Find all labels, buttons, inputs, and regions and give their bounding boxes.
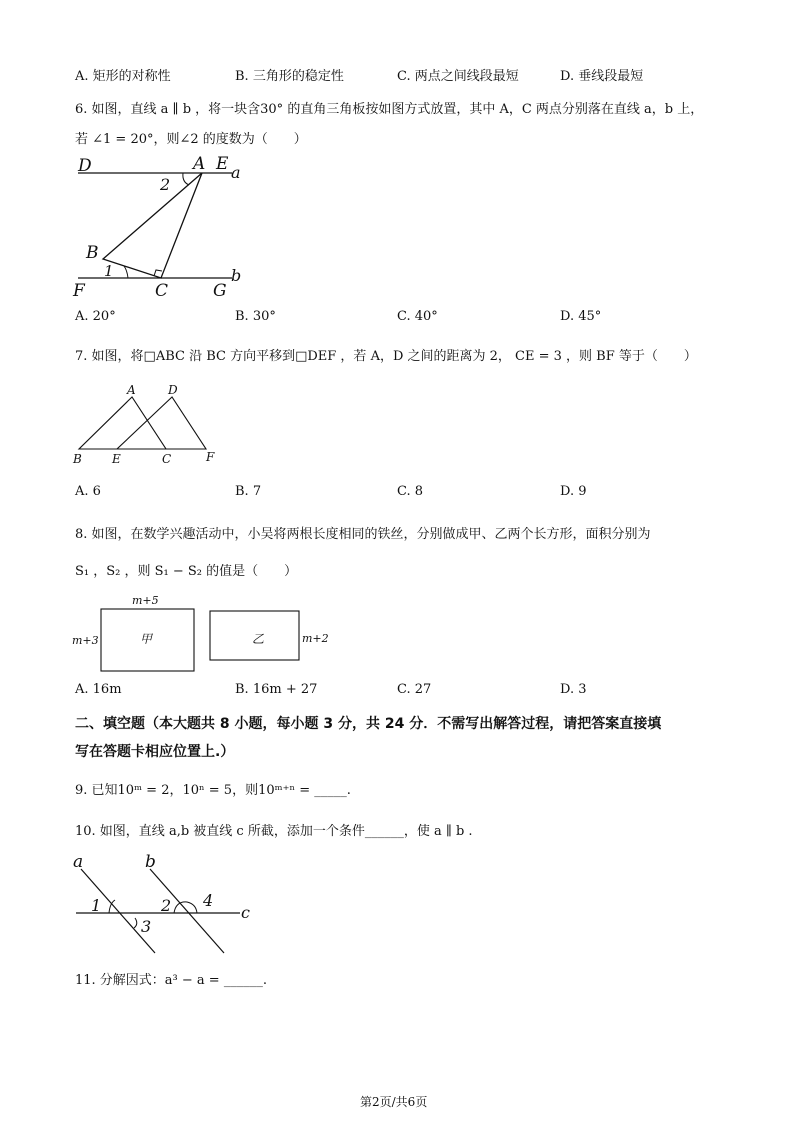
q10-angle24-arc (174, 902, 197, 913)
q6-label-D: D (78, 156, 92, 176)
q6-label-C: C (155, 281, 169, 301)
q6-stem-line2: 若 ∠1 = 20°，则∠2 的度数为（ ） (75, 132, 307, 147)
q5-option-a: A. 矩形的对称性 (75, 69, 171, 84)
q6-label-a: a (231, 163, 241, 182)
q6-label-G: G (213, 281, 227, 301)
q10-label-c: c (241, 903, 250, 922)
q6-option-b: B. 30° (235, 309, 276, 324)
q6-label-2: 2 (160, 175, 171, 194)
q10-label-b: b (145, 852, 156, 872)
q6-stem-line1: 6. 如图，直线 a ∥ b ，将一块含30° 的直角三角板按如图方式放置，其中 A，C 两点分别落在直线 a，b 上， (75, 102, 704, 117)
q8-option-b: B. 16m + 27 (235, 682, 318, 697)
q5-option-b: B. 三角形的稳定性 (235, 69, 344, 84)
q6-option-d: D. 45° (560, 309, 602, 324)
q9-stem: 9. 已知10ᵐ = 2，10ⁿ = 5，则10ᵐ⁺ⁿ = _____. (75, 783, 351, 798)
q10-angle3-arc (134, 918, 137, 928)
q10-label-3: 3 (141, 917, 152, 936)
page-footer: 第2页/共6页 (360, 1095, 428, 1109)
q5-option-c: C. 两点之间线段最短 (397, 69, 519, 84)
q10-label-4: 4 (203, 891, 214, 910)
q6-label-A: A (193, 154, 206, 174)
q7-label-A: A (127, 383, 136, 397)
q8-stem-line2: S₁ ，S₂ ，则 S₁ − S₂ 的值是（ ） (75, 564, 298, 579)
q6-label-b: b (231, 266, 242, 285)
q7-label-D: D (168, 383, 178, 397)
q10-label-2: 2 (161, 896, 172, 915)
q7-stem: 7. 如图，将□ABC 沿 BC 方向平移到□DEF ，若 A，D 之间的距离为 2， CE = 3 ，则 BF 等于（ ） (75, 349, 697, 364)
q6-label-B: B (86, 243, 99, 263)
q8-label-yi: 乙 (252, 632, 265, 646)
q10-label-a: a (73, 852, 84, 872)
q8-stem-line1: 8. 如图，在数学兴趣活动中，小吴将两根长度相同的铁丝，分别做成甲、乙两个长方形，面积分别为 (75, 527, 651, 542)
q6-label-1: 1 (104, 262, 114, 280)
q7-label-F: F (206, 450, 215, 464)
q8-label-jia: 甲 (140, 632, 153, 646)
section2-heading-line2: 写在答题卡相应位置上.） (75, 744, 235, 760)
q7-option-c: C. 8 (397, 484, 424, 499)
q10-label-1: 1 (91, 896, 102, 915)
q6-option-c: C. 40° (397, 309, 438, 324)
q11-stem: 11. 分解因式：a³ − a = ______. (75, 973, 267, 988)
q6-label-F: F (73, 281, 85, 301)
q8-label-top: m+5 (132, 594, 159, 607)
q7-label-C: C (162, 452, 172, 466)
q8-label-left: m+3 (72, 634, 99, 647)
q7-option-d: D. 9 (560, 484, 587, 499)
q8-option-d: D. 3 (560, 682, 587, 697)
section2-heading-line1: 二、填空题（本大题共 8 小题，每小题 3 分，共 24 分．不需写出解答过程，请把答案直接填 (75, 716, 662, 732)
q5-option-d: D. 垂线段最短 (560, 69, 644, 84)
q8-label-right: m+2 (302, 632, 329, 645)
q7-option-a: A. 6 (75, 484, 101, 499)
q8-option-a: A. 16m (75, 682, 122, 697)
q10-stem: 10. 如图，直线 a,b 被直线 c 所截，添加一个条件______，使 a ∥ b . (75, 824, 473, 839)
q7-option-b: B. 7 (235, 484, 262, 499)
q6-option-a: A. 20° (75, 309, 116, 324)
q7-label-B: B (73, 452, 82, 466)
q6-label-E: E (216, 154, 229, 174)
q7-label-E: E (112, 452, 121, 466)
q8-option-c: C. 27 (397, 682, 432, 697)
